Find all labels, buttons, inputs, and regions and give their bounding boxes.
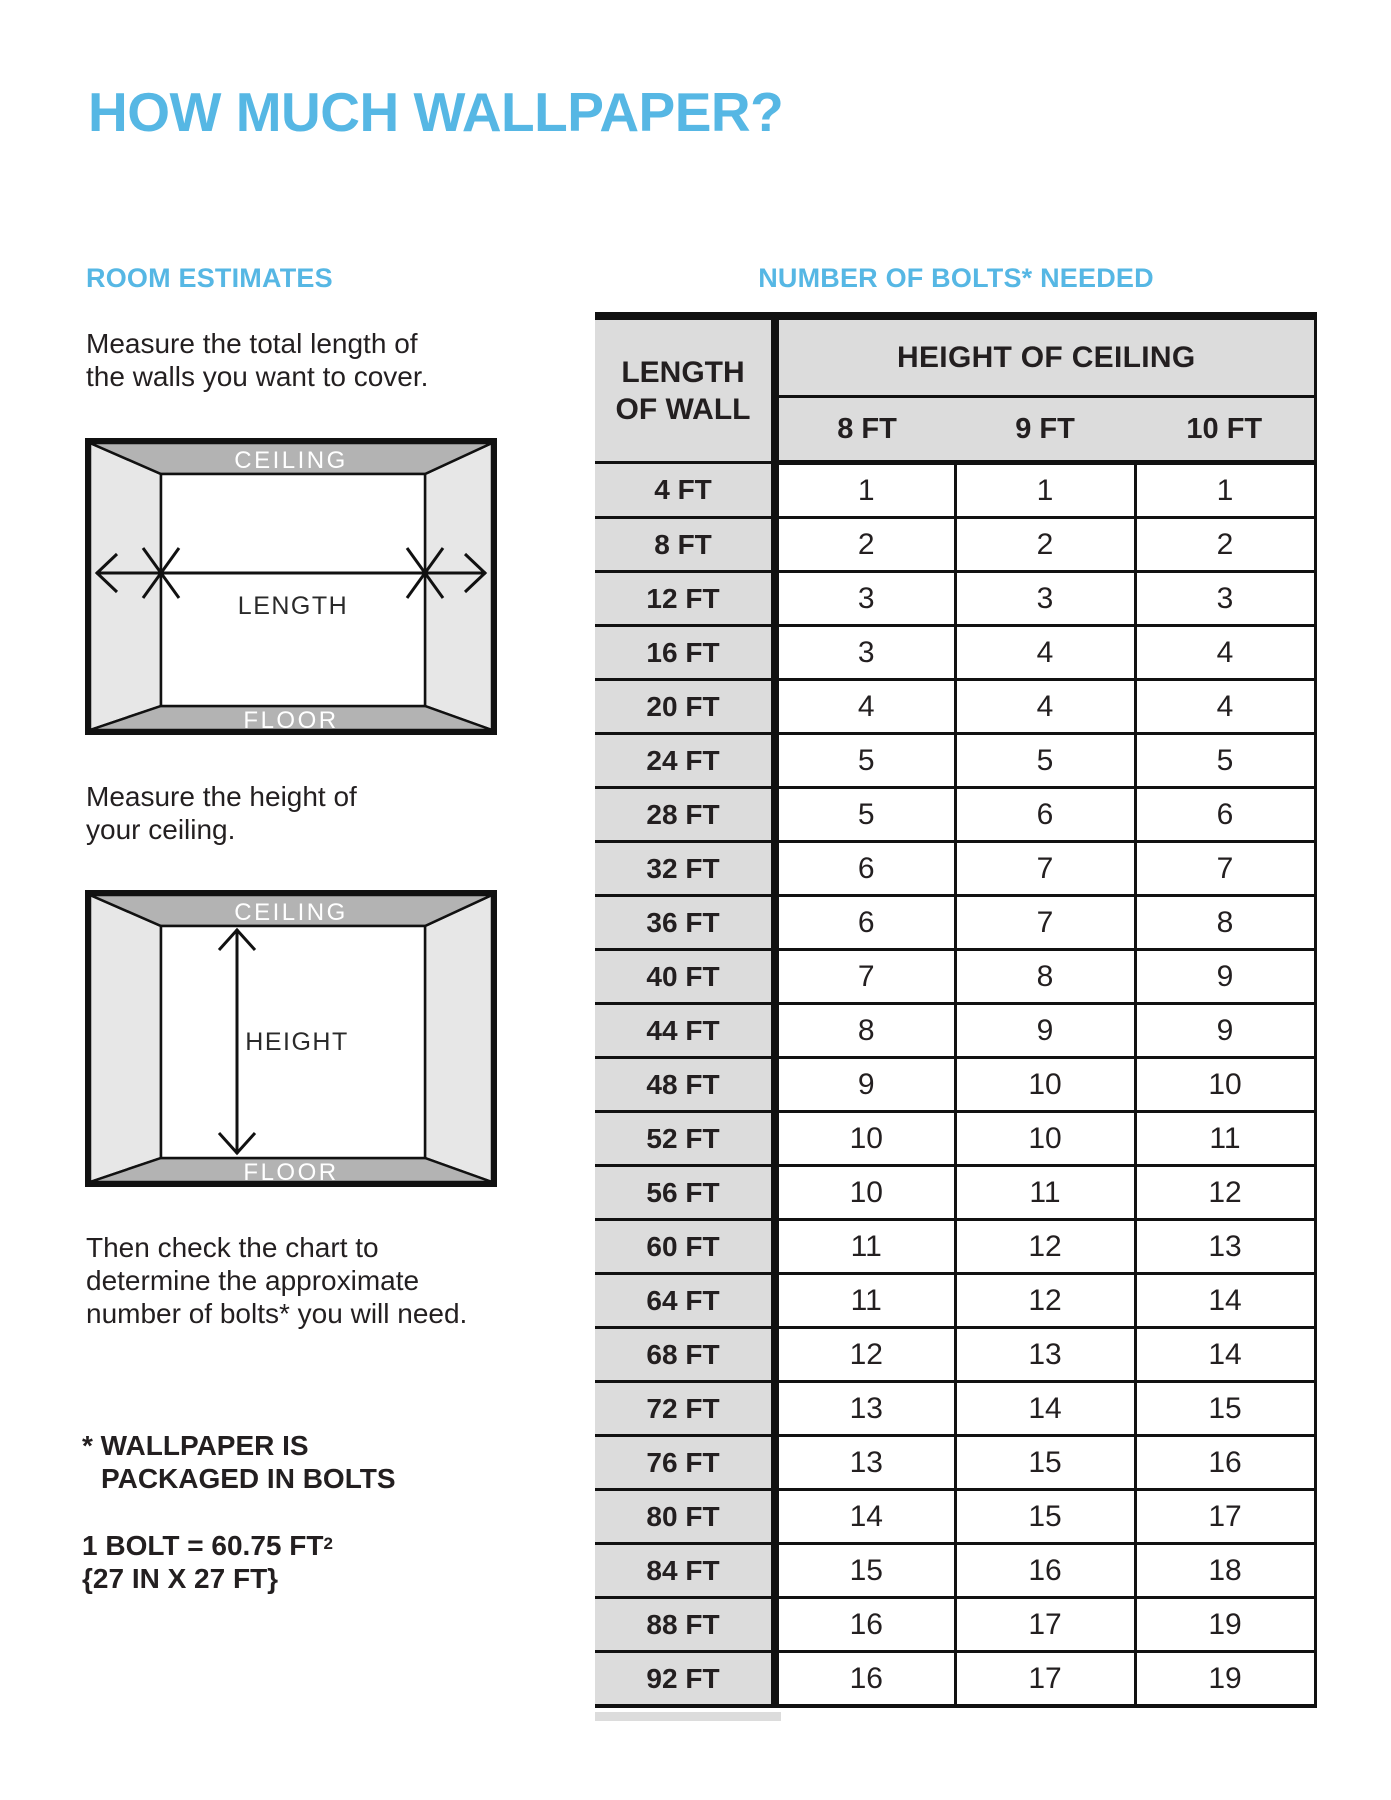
wall-length-cell: 32 FT (595, 842, 775, 896)
step-1-line-1: Measure the total length of (86, 328, 418, 359)
table-row (595, 572, 1315, 626)
bolt-equation: 1 BOLT = 60.75 FT (82, 1530, 324, 1561)
step-2-instructions (86, 780, 357, 846)
bolt-count-cell: 16 (955, 1544, 1135, 1598)
table-row (595, 1436, 1315, 1490)
wall-length-cell: 16 FT (595, 626, 775, 680)
wall-length-cell: 40 FT (595, 950, 775, 1004)
table-row (595, 518, 1315, 572)
back-wall (161, 474, 425, 706)
bolt-count-cell: 2 (775, 518, 955, 572)
bolt-count-cell: 5 (775, 788, 955, 842)
wall-length-cell: 24 FT (595, 734, 775, 788)
table-row (595, 1112, 1315, 1166)
wall-length-cell: 4 FT (595, 463, 775, 518)
length-diagram-drawing (85, 438, 497, 735)
step-3-line-1: Then check the chart to (86, 1232, 379, 1263)
bolt-count-cell: 11 (1135, 1112, 1315, 1166)
bolt-count-cell: 13 (775, 1382, 955, 1436)
wall-length-cell: 68 FT (595, 1328, 775, 1382)
bolt-count-cell: 15 (1135, 1382, 1315, 1436)
step-2-line-2: your ceiling. (86, 814, 236, 845)
bolts-table-body (595, 463, 1315, 1707)
bolt-count-cell: 15 (955, 1436, 1135, 1490)
footnote-line-1: * WALLPAPER IS (82, 1430, 309, 1461)
ceiling-label: CEILING (234, 899, 348, 926)
bolt-count-cell: 17 (955, 1652, 1135, 1707)
wall-length-cell: 84 FT (595, 1544, 775, 1598)
wall-length-cell: 88 FT (595, 1598, 775, 1652)
height-label: HEIGHT (245, 1028, 349, 1056)
height-diagram (85, 890, 497, 1187)
bolt-count-cell: 9 (1135, 1004, 1315, 1058)
bolt-count-cell: 1 (775, 463, 955, 518)
wall-length-cell: 64 FT (595, 1274, 775, 1328)
table-row (595, 950, 1315, 1004)
step-3-line-2: determine the approximate (86, 1265, 420, 1296)
table-row (595, 1544, 1315, 1598)
height-of-ceiling-header: HEIGHT OF CEILING (775, 316, 1315, 397)
bolt-count-cell: 12 (955, 1274, 1135, 1328)
bolt-count-cell: 3 (1135, 572, 1315, 626)
table-row (595, 1652, 1315, 1707)
bolt-count-cell: 3 (775, 626, 955, 680)
wall-length-cell: 56 FT (595, 1166, 775, 1220)
table-row (595, 1166, 1315, 1220)
left-wall (90, 895, 161, 1182)
step-1-line-2: the walls you want to cover. (86, 361, 429, 392)
bolt-count-cell: 11 (775, 1220, 955, 1274)
bolt-count-cell: 16 (775, 1652, 955, 1707)
bolt-count-cell: 7 (955, 842, 1135, 896)
height-diagram-drawing (85, 890, 497, 1187)
bolt-count-cell: 5 (1135, 734, 1315, 788)
right-wall (425, 895, 492, 1182)
bolt-count-cell: 12 (775, 1328, 955, 1382)
step-1-instructions (86, 327, 428, 393)
length-of-wall-line-2: OF WALL (615, 392, 751, 426)
table-row (595, 896, 1315, 950)
bolt-count-cell: 10 (775, 1112, 955, 1166)
bolt-count-cell: 16 (775, 1598, 955, 1652)
bolts-needed-heading: NUMBER OF BOLTS* NEEDED (758, 263, 1154, 293)
table-row (595, 680, 1315, 734)
bolts-table (595, 312, 1317, 1708)
bolt-count-cell: 18 (1135, 1544, 1315, 1598)
table-row (595, 1328, 1315, 1382)
bolt-count-cell: 13 (1135, 1220, 1315, 1274)
wall-length-cell: 48 FT (595, 1058, 775, 1112)
bolt-exponent: 2 (323, 1534, 333, 1553)
bolt-count-cell: 4 (1135, 626, 1315, 680)
bolt-count-cell: 13 (775, 1436, 955, 1490)
bolt-count-cell: 14 (1135, 1328, 1315, 1382)
bolts-footnote (82, 1429, 396, 1495)
bolt-count-cell: 9 (955, 1004, 1135, 1058)
ceiling-8ft-header: 8 FT (775, 397, 955, 463)
bolt-count-cell: 17 (955, 1598, 1135, 1652)
wall-length-cell: 28 FT (595, 788, 775, 842)
ceiling-label: CEILING (234, 447, 348, 474)
table-row (595, 626, 1315, 680)
bolt-count-cell: 6 (775, 842, 955, 896)
bolt-count-cell: 5 (955, 734, 1135, 788)
step-3-instructions (86, 1231, 467, 1330)
table-row (595, 1220, 1315, 1274)
bolt-count-cell: 10 (955, 1112, 1135, 1166)
page-title: HOW MUCH WALLPAPER? (88, 81, 784, 143)
wall-length-cell: 36 FT (595, 896, 775, 950)
bolt-count-cell: 6 (1135, 788, 1315, 842)
bolt-size-info (82, 1527, 333, 1595)
bolt-count-cell: 7 (775, 950, 955, 1004)
bolt-count-cell: 17 (1135, 1490, 1315, 1544)
bolt-count-cell: 3 (775, 572, 955, 626)
wall-length-cell: 76 FT (595, 1436, 775, 1490)
length-of-wall-header (595, 316, 775, 463)
bolt-count-cell: 4 (1135, 680, 1315, 734)
bolt-count-cell: 4 (955, 626, 1135, 680)
bolt-count-cell: 15 (955, 1490, 1135, 1544)
table-row (595, 1490, 1315, 1544)
bolt-count-cell: 3 (955, 572, 1135, 626)
bolt-count-cell: 10 (775, 1166, 955, 1220)
table-footer-stub (595, 1712, 781, 1721)
ceiling-9ft-header: 9 FT (955, 397, 1135, 463)
table-row (595, 1382, 1315, 1436)
step-2-line-1: Measure the height of (86, 781, 357, 812)
bolt-count-cell: 12 (955, 1220, 1135, 1274)
bolt-count-cell: 7 (1135, 842, 1315, 896)
bolt-count-cell: 9 (1135, 950, 1315, 1004)
bolt-equation-line (82, 1527, 333, 1562)
bolt-count-cell: 12 (1135, 1166, 1315, 1220)
table-row (595, 1598, 1315, 1652)
bolt-count-cell: 8 (775, 1004, 955, 1058)
bolt-count-cell: 8 (955, 950, 1135, 1004)
room-estimates-heading: ROOM ESTIMATES (86, 263, 333, 293)
bolt-count-cell: 19 (1135, 1652, 1315, 1707)
bolt-count-cell: 6 (775, 896, 955, 950)
wall-length-cell: 20 FT (595, 680, 775, 734)
wall-length-cell: 60 FT (595, 1220, 775, 1274)
table-row (595, 1274, 1315, 1328)
bolt-count-cell: 1 (955, 463, 1135, 518)
ceiling-10ft-header: 10 FT (1135, 397, 1315, 463)
table-row (595, 842, 1315, 896)
bolt-dimensions: {27 IN X 27 FT} (82, 1563, 279, 1594)
table-header-row-1 (595, 316, 1315, 397)
bolt-count-cell: 14 (1135, 1274, 1315, 1328)
length-diagram (85, 438, 497, 735)
table-row (595, 1058, 1315, 1112)
bolt-count-cell: 16 (1135, 1436, 1315, 1490)
floor-label: FLOOR (243, 707, 339, 734)
bolt-count-cell: 5 (775, 734, 955, 788)
wall-length-cell: 52 FT (595, 1112, 775, 1166)
table-row (595, 734, 1315, 788)
table-row (595, 1004, 1315, 1058)
wall-length-cell: 44 FT (595, 1004, 775, 1058)
bolt-count-cell: 19 (1135, 1598, 1315, 1652)
bolt-count-cell: 4 (955, 680, 1135, 734)
length-of-wall-line-1: LENGTH (621, 355, 745, 389)
bolt-count-cell: 2 (1135, 518, 1315, 572)
wall-length-cell: 12 FT (595, 572, 775, 626)
bolt-count-cell: 11 (775, 1274, 955, 1328)
bolt-count-cell: 9 (775, 1058, 955, 1112)
bolt-count-cell: 14 (775, 1490, 955, 1544)
bolt-count-cell: 15 (775, 1544, 955, 1598)
bolt-count-cell: 1 (1135, 463, 1315, 518)
bolt-count-cell: 13 (955, 1328, 1135, 1382)
step-3-line-3: number of bolts* you will need. (86, 1298, 468, 1329)
wall-length-cell: 80 FT (595, 1490, 775, 1544)
footnote-line-2: PACKAGED IN BOLTS (101, 1463, 396, 1494)
wall-length-cell: 92 FT (595, 1652, 775, 1707)
table-row (595, 463, 1315, 518)
table-row (595, 788, 1315, 842)
wall-length-cell: 72 FT (595, 1382, 775, 1436)
bolt-count-cell: 8 (1135, 896, 1315, 950)
bolt-count-cell: 10 (1135, 1058, 1315, 1112)
bolt-count-cell: 10 (955, 1058, 1135, 1112)
floor-label: FLOOR (243, 1159, 339, 1186)
wall-length-cell: 8 FT (595, 518, 775, 572)
bolt-count-cell: 6 (955, 788, 1135, 842)
length-label: LENGTH (237, 592, 349, 620)
bolt-count-cell: 2 (955, 518, 1135, 572)
bolt-count-cell: 14 (955, 1382, 1135, 1436)
bolt-count-cell: 7 (955, 896, 1135, 950)
bolt-count-cell: 4 (775, 680, 955, 734)
bolt-count-cell: 11 (955, 1166, 1135, 1220)
